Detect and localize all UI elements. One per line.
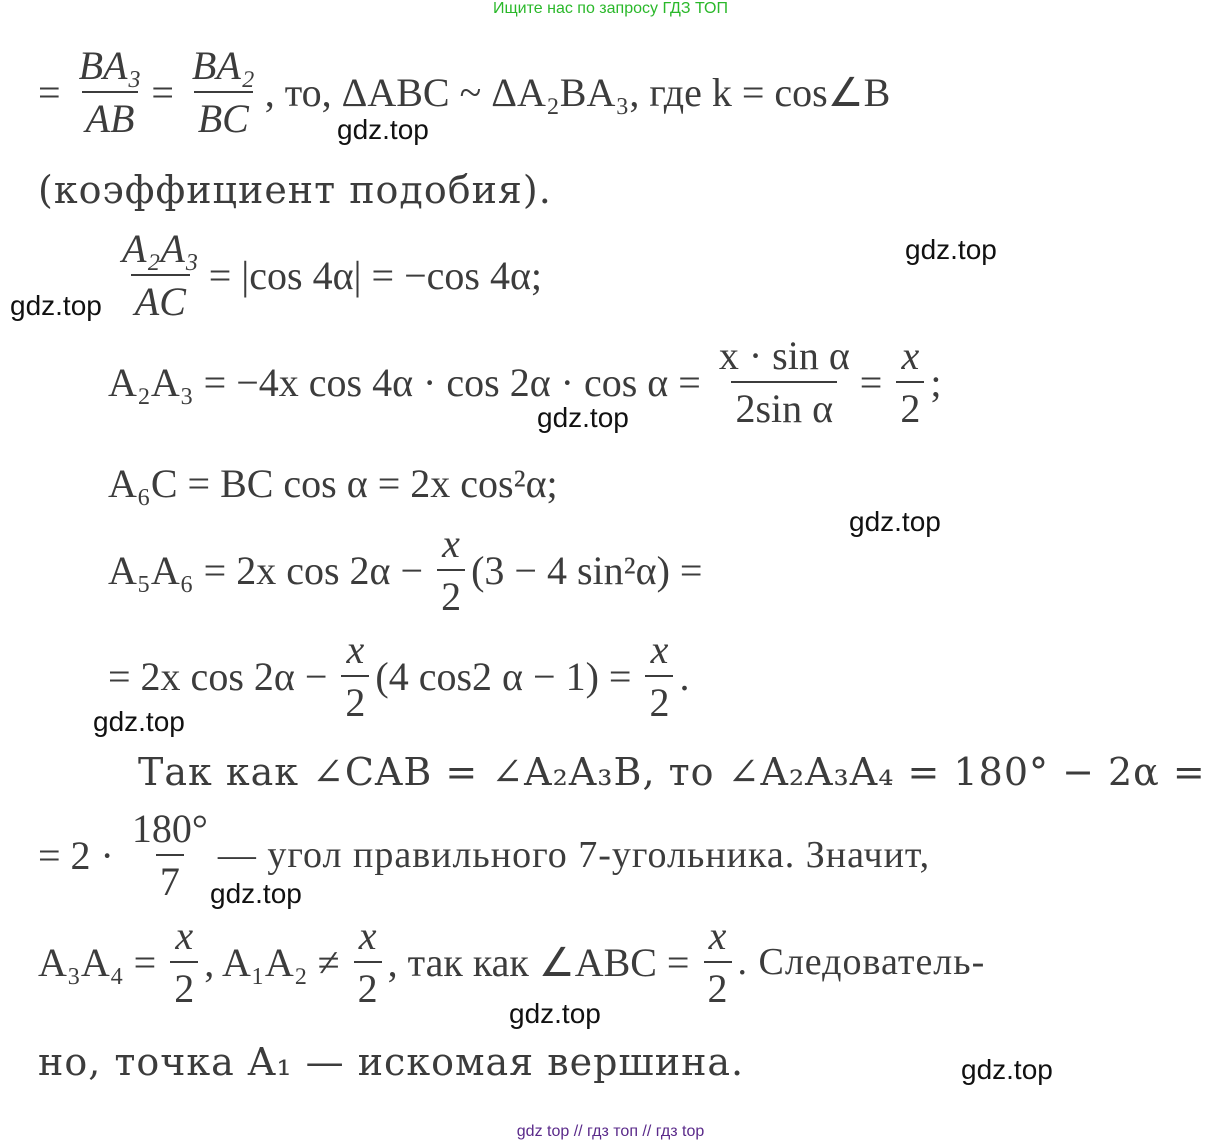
math-line-1 xyxy=(38,42,898,142)
fraction-180-7 xyxy=(128,805,212,905)
math-line-9 xyxy=(38,805,938,905)
math-line-2: (коэффициент подобия). xyxy=(38,168,552,212)
line-text: = 2 · xyxy=(38,832,114,878)
line-text: = |cos 4α| = −cos 4α; xyxy=(208,252,543,298)
fraction-denominator: BC xyxy=(194,91,253,142)
watermark: gdz.top xyxy=(509,998,601,1029)
fraction-denominator: 2 xyxy=(341,675,369,726)
watermark: gdz.top xyxy=(210,878,302,909)
fraction-denominator: 2 xyxy=(645,675,673,726)
watermark: gdz.top xyxy=(849,506,941,537)
math-line-7 xyxy=(108,626,697,726)
fraction-denominator: 2sin α xyxy=(731,381,837,432)
line-text: . Следователь- xyxy=(737,941,986,983)
math-line-3 xyxy=(112,225,550,325)
fraction-numerator: x · sin α xyxy=(718,333,850,378)
fraction-xsin-2sin xyxy=(715,332,854,432)
math-line-10 xyxy=(38,912,993,1012)
equals-sign: = xyxy=(38,69,61,115)
fraction-x-2 xyxy=(896,332,924,432)
fraction-numerator: x xyxy=(175,913,194,958)
watermark: gdz.top xyxy=(537,402,629,433)
watermark: gdz.top xyxy=(905,234,997,265)
math-line-6 xyxy=(108,520,710,620)
period: . xyxy=(679,653,690,699)
fraction-denominator: AB xyxy=(82,91,139,142)
fraction-numerator: A₂A₃ xyxy=(122,226,199,271)
line-text: — угол правильного 7-угольника. Значит, xyxy=(217,834,931,876)
fraction-numerator: BA₂ xyxy=(191,43,255,88)
fraction-numerator: x xyxy=(650,627,669,672)
fraction-ba2-bc xyxy=(188,42,259,142)
line-text: , так как ∠ABC = xyxy=(387,939,690,985)
fraction-numerator: x xyxy=(442,521,460,566)
watermark: gdz.top xyxy=(337,114,429,145)
fraction-numerator: x xyxy=(708,913,727,958)
equals-sign: = xyxy=(859,359,883,405)
fraction-x-2 xyxy=(341,626,369,726)
header-banner: Ищите нас по запросу ГДЗ ТОП xyxy=(493,0,728,17)
math-line-4 xyxy=(108,332,949,432)
fraction-x-2 xyxy=(704,912,732,1012)
math-line-5 xyxy=(108,460,566,507)
equals-sign: = xyxy=(151,69,174,115)
line-text: A₆C = BC cos α = 2x cos²α; xyxy=(108,461,558,506)
fraction-x-2 xyxy=(354,912,382,1012)
fraction-denominator: 2 xyxy=(896,381,924,432)
watermark: gdz.top xyxy=(961,1054,1053,1085)
fraction-numerator: BA₃ xyxy=(78,43,142,88)
watermark: gdz.top xyxy=(93,706,185,737)
fraction-numerator: x xyxy=(346,627,365,672)
line-text: (4 cos2 α − 1) = xyxy=(375,653,632,699)
fraction-ba3-ab xyxy=(75,42,146,142)
fraction-denominator: 2 xyxy=(437,569,465,620)
fraction-x-2 xyxy=(170,912,198,1012)
semicolon: ; xyxy=(930,359,942,405)
math-line-11: но, точка A₁ — искомая вершина. xyxy=(38,1040,745,1084)
fraction-numerator: x xyxy=(901,333,920,378)
fraction-denominator: 2 xyxy=(354,961,382,1012)
fraction-denominator: AC xyxy=(131,274,190,325)
watermark: gdz.top xyxy=(10,290,102,321)
footer-links: gdz top // гдз топ // гдз top xyxy=(516,1123,705,1140)
fraction-x-2 xyxy=(437,520,465,620)
line-text: A₂A₃ = −4x cos 4α · cos 2α · cos α = xyxy=(108,359,701,405)
line-text: A₅A₆ = 2x cos 2α − xyxy=(108,547,424,593)
fraction-denominator: 2 xyxy=(170,961,198,1012)
line-text: (3 − 4 sin²α) = xyxy=(471,547,703,593)
fraction-denominator: 2 xyxy=(704,961,732,1012)
math-line-8: Так как ∠CAB = ∠A₂A₃B, то ∠A₂A₃A₄ = 180° − 2α = xyxy=(138,750,1206,794)
line-text: , то, ΔABC ~ ΔA₂BA₃, где k = cos∠B xyxy=(264,69,891,115)
fraction-denominator: 7 xyxy=(156,854,184,905)
fraction-numerator: 180° xyxy=(131,806,208,851)
fraction-x-2 xyxy=(645,626,673,726)
fraction-a2a3-ac xyxy=(118,225,203,325)
line-text: A₃A₄ = xyxy=(38,939,157,985)
line-text: , A₁A₂ ≠ xyxy=(204,939,340,985)
fraction-numerator: x xyxy=(358,913,377,958)
line-text: = 2x cos 2α − xyxy=(108,653,328,699)
